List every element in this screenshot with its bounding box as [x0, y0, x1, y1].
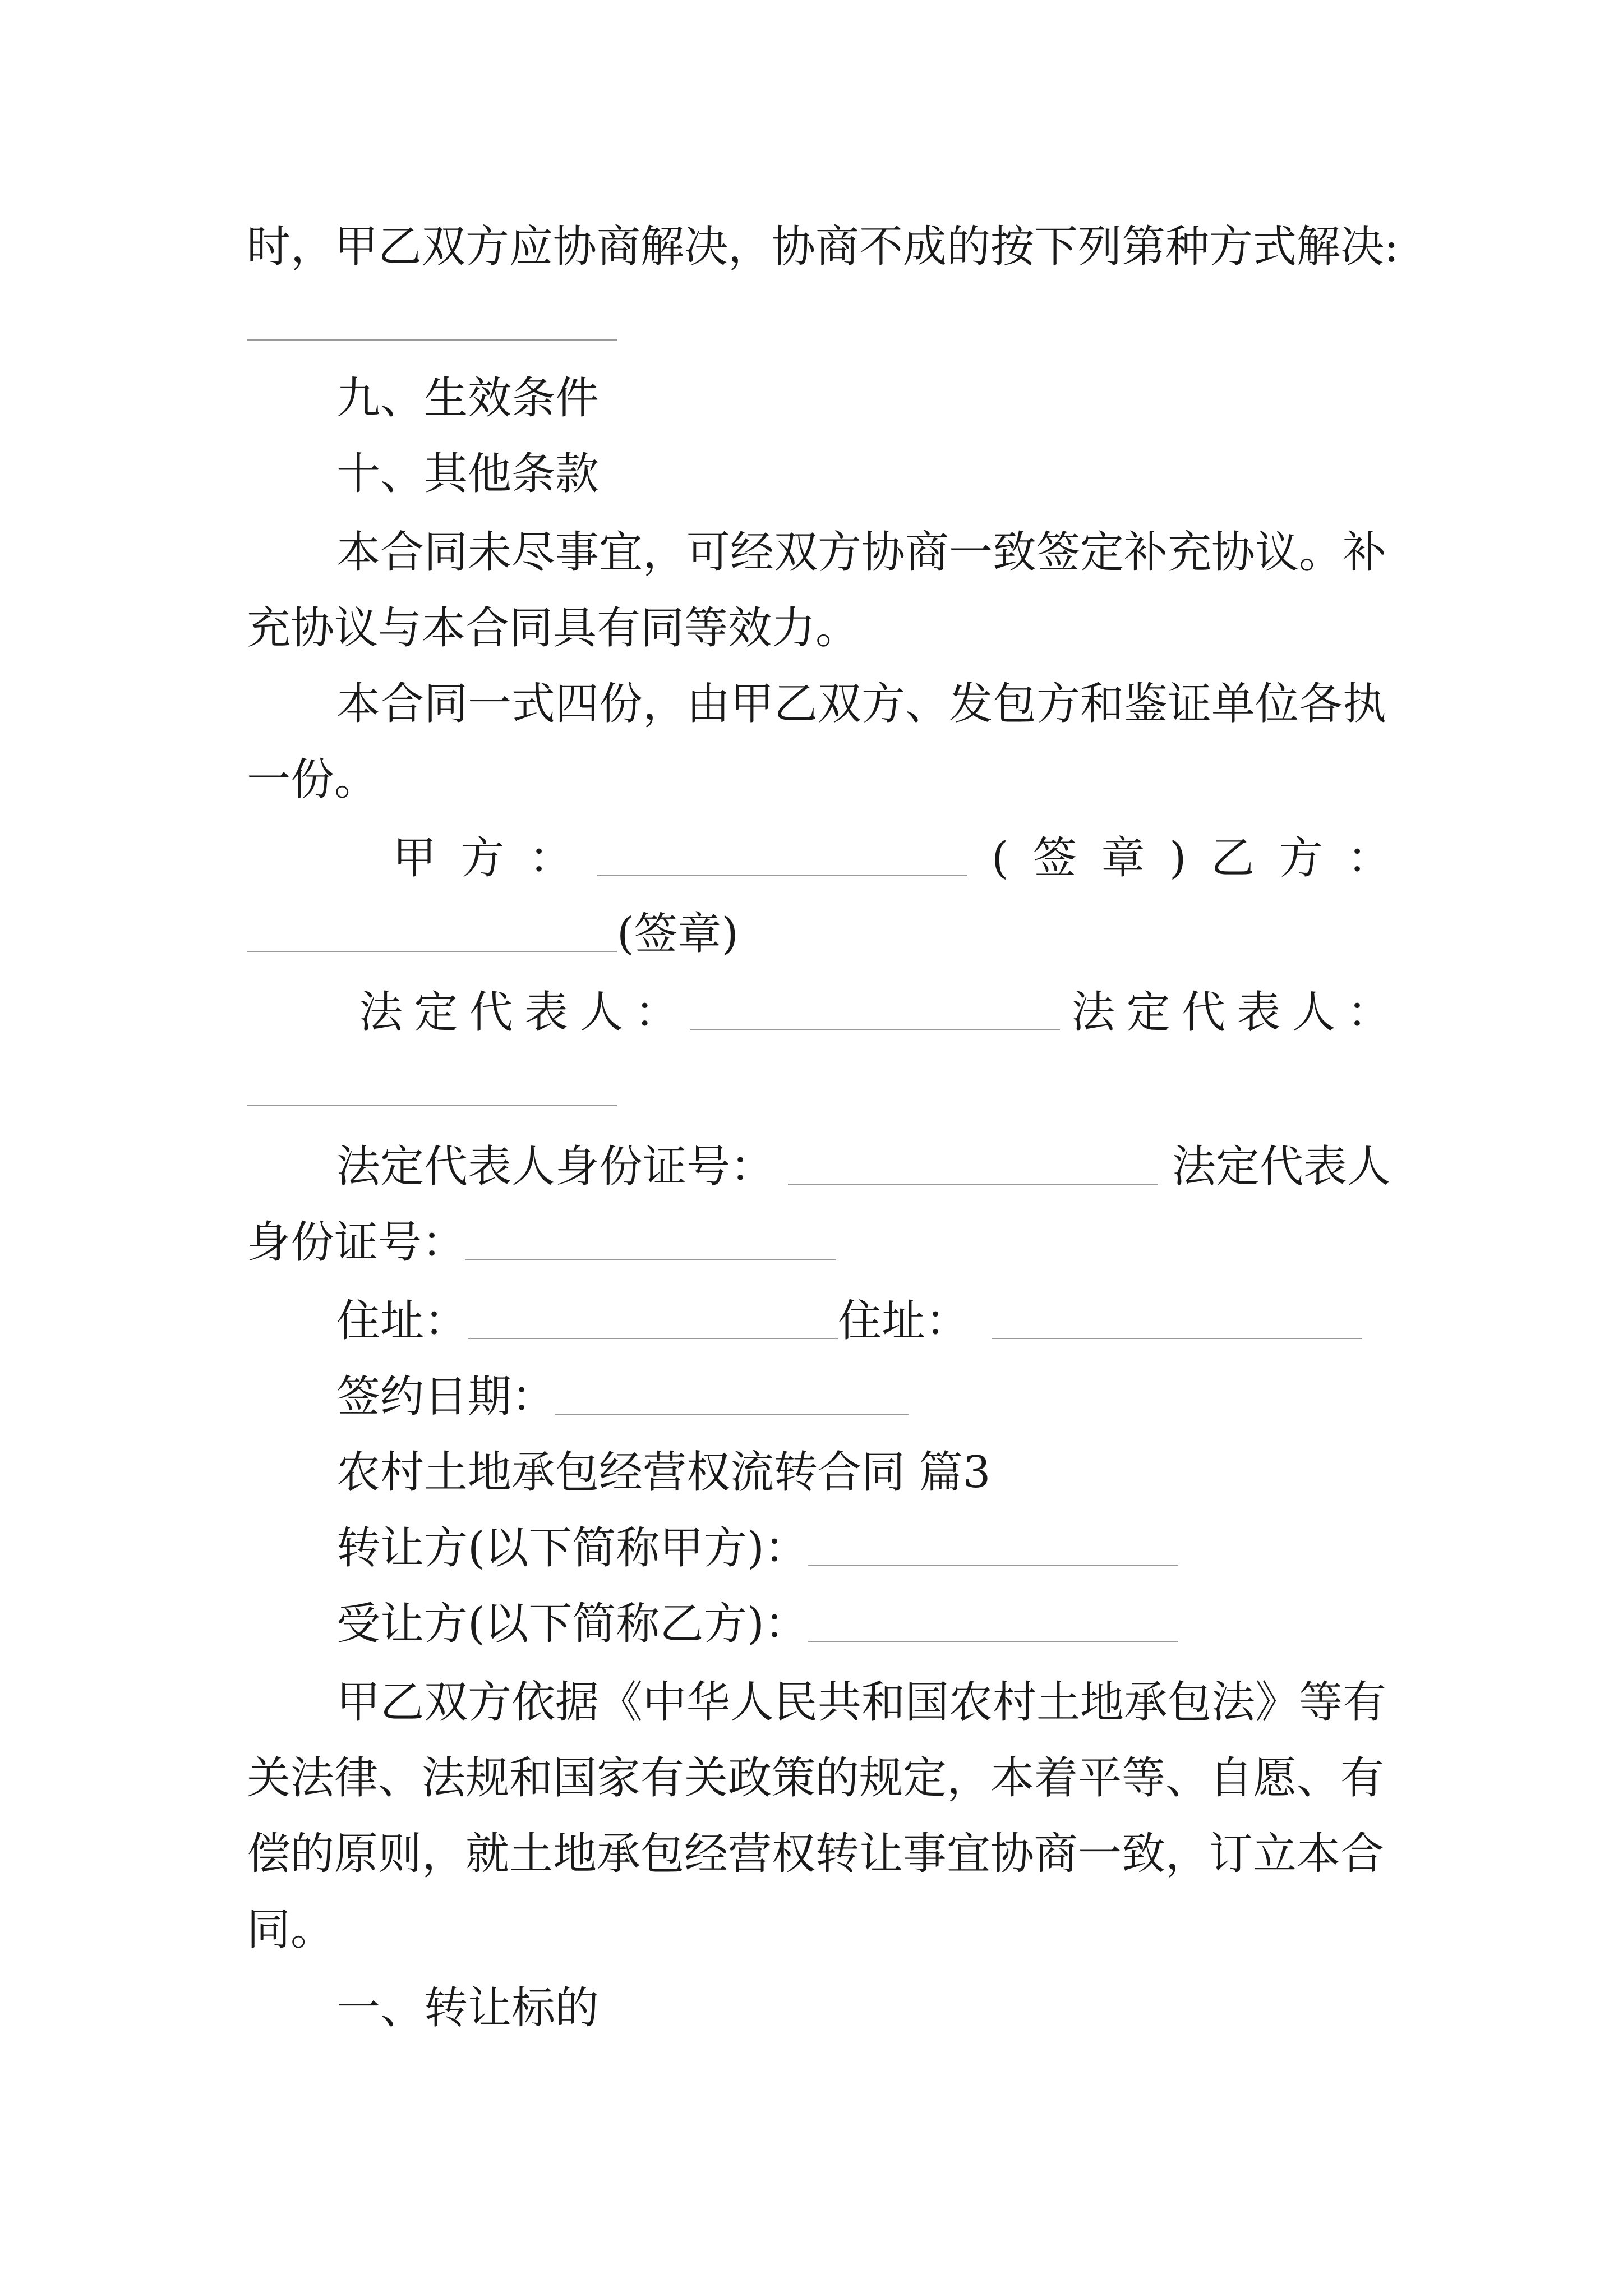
char: ): [1169, 833, 1187, 884]
id-number-row: [336, 1128, 1391, 1206]
char: 代: [469, 987, 513, 1038]
transferor-row: [336, 1509, 1391, 1588]
address-label-a: 住址：: [336, 1296, 468, 1346]
transferor-label: 转让方(以下简称甲方)：: [336, 1523, 808, 1573]
address-a-blank: [468, 1338, 838, 1339]
char: ：: [1347, 833, 1391, 884]
transferee-row: [336, 1585, 1391, 1663]
char: 签: [1032, 833, 1077, 884]
transferee-blank: [808, 1641, 1178, 1642]
date-blank: [555, 1414, 909, 1415]
section-heading-10: 十、其他条款: [336, 449, 600, 499]
intro-line3: 偿的原则，就土地承包经营权转让事宜协商一致，订立本合: [247, 1829, 1385, 1879]
rep-a-blank: [690, 1029, 1060, 1030]
id-label-a: 法定代表人身份证号：: [336, 1142, 774, 1192]
id-label-b-part1: 法定代表人: [1172, 1142, 1391, 1192]
char: 法: [1071, 987, 1115, 1038]
fill-blank-line: [247, 339, 617, 341]
paragraph-supplement-line2: 充协议与本合同具有同等效力。: [247, 603, 860, 654]
char: (: [992, 833, 1009, 884]
char: 乙: [1210, 833, 1255, 884]
party-a-signature-blank: [597, 875, 967, 876]
sign-note: (签章): [617, 909, 739, 959]
section-heading-9: 九、生效条件: [336, 373, 600, 424]
clause-text-dispute: [247, 208, 1399, 286]
intro-line1: 甲乙双方依据《中华人民共和国农村土地承包法》等有: [336, 1677, 1387, 1728]
party-b-signature-row: [247, 895, 1391, 973]
transferor-blank: [808, 1565, 1178, 1566]
id-number-row-2: [247, 1203, 1391, 1282]
intro-line2: 关法律、法规和国家有关政策的规定，本着平等、自愿、有: [247, 1753, 1385, 1803]
char: 甲: [393, 833, 437, 884]
transferee-label: 受让方(以下简称乙方)：: [336, 1599, 808, 1649]
char: 章: [1101, 833, 1145, 884]
legal-rep-row: [359, 973, 1391, 1052]
address-row: [336, 1282, 1391, 1360]
char: 定: [414, 987, 458, 1038]
paragraph-copies-line2: 一份。: [247, 754, 379, 805]
date-row: [336, 1358, 1391, 1436]
address-b-blank: [992, 1338, 1362, 1339]
char: 代: [1181, 987, 1225, 1038]
char: ：: [529, 833, 573, 884]
char: 法: [359, 987, 403, 1038]
id-b-blank: [465, 1259, 836, 1260]
char: 定: [1126, 987, 1170, 1038]
signature-party-row: [393, 819, 1391, 898]
paragraph-text: 时，甲乙双方应协商解决，协商不成的按下列第种方式解决:: [247, 222, 1399, 272]
section-heading-1: 一、转让标的: [336, 1983, 600, 2033]
char: ：: [634, 987, 679, 1038]
rep-b-blank: [247, 1105, 617, 1106]
contract-title: 农村土地承包经营权流转合同 篇3: [336, 1447, 991, 1498]
char: 人: [1292, 987, 1336, 1038]
char: 表: [524, 987, 568, 1038]
char: 人: [579, 987, 624, 1038]
char: 方: [460, 833, 505, 884]
id-label-b-part2: 身份证号：: [247, 1217, 466, 1268]
paragraph-copies-line1: 本合同一式四份，由甲乙双方、发包方和鉴证单位各执: [336, 679, 1387, 729]
id-a-blank: [788, 1184, 1158, 1185]
char: ：: [1347, 987, 1391, 1038]
party-b-signature-blank: [247, 951, 617, 952]
date-label: 签约日期：: [336, 1372, 556, 1422]
char: 方: [1279, 833, 1323, 884]
address-label-b: 住址：: [838, 1296, 970, 1346]
paragraph-supplement-line1: 本合同未尽事宜，可经双方协商一致签定补充协议。补: [336, 527, 1387, 578]
char: 表: [1237, 987, 1281, 1038]
intro-line4: 同。: [247, 1904, 335, 1955]
